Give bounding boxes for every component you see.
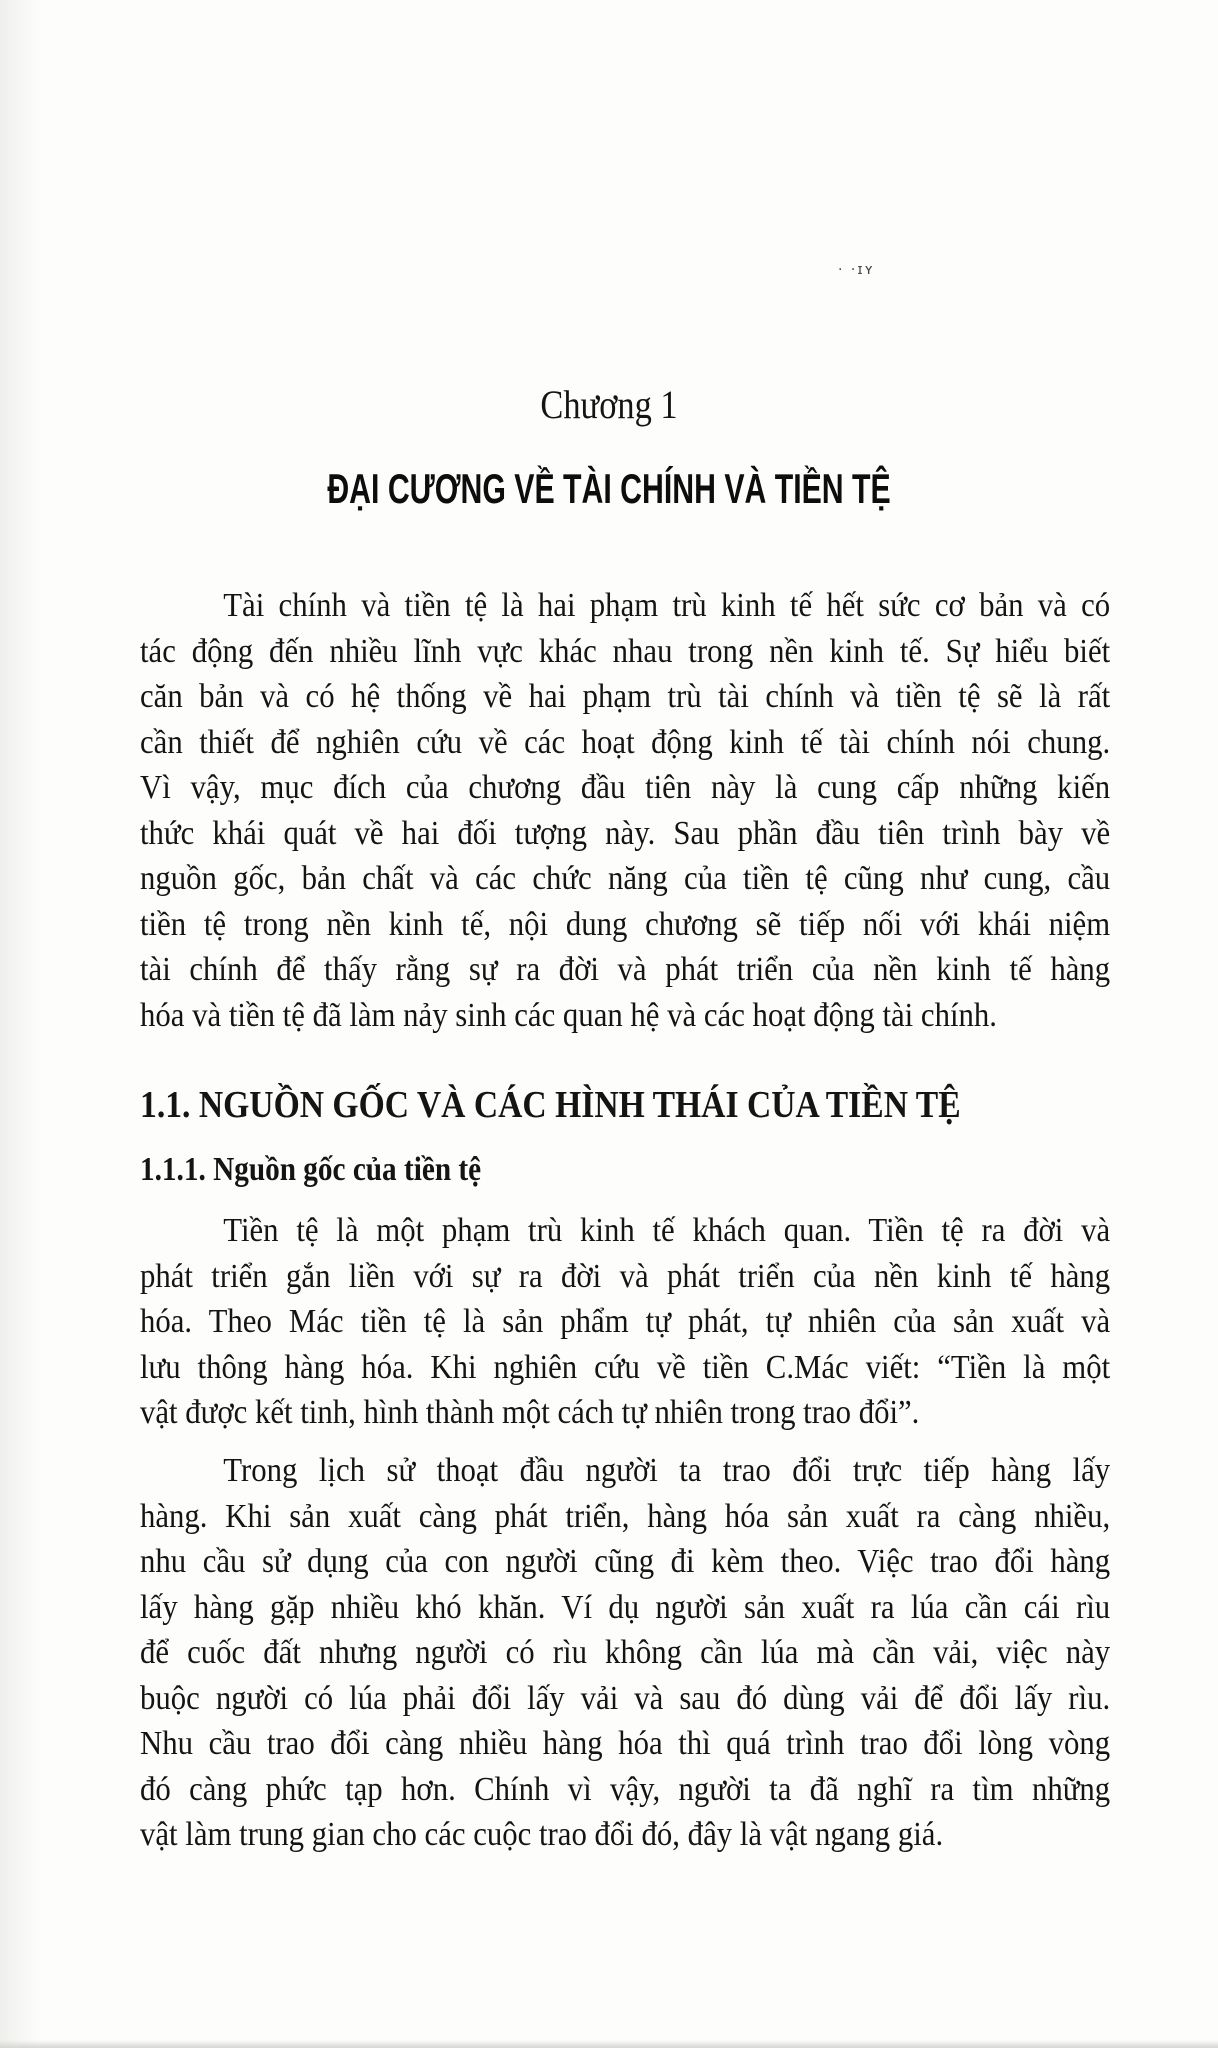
text-line: tác động đến nhiều lĩnh vực khác nhau trong nền kinh tế. Sự hiểu biết — [140, 632, 1111, 670]
text-line: lấy hàng gặp nhiều khó khăn. Ví dụ người sản xuất ra lúa cần cái rìu — [140, 1588, 1111, 1626]
text-line: đó càng phức tạp hơn. Chính vì vậy, người ta đã nghĩ ra tìm những — [140, 1770, 1111, 1808]
page-edge-shadow — [0, 0, 40, 2048]
text-line: cần thiết để nghiên cứu về các hoạt động kinh tế tài chính nói chung. — [140, 723, 1111, 761]
text-line: thức khái quát về hai đối tượng này. Sau phần đầu tiên trình bày về — [140, 814, 1111, 852]
text-line: để cuốc đất nhưng người có rìu không cần lúa mà cần vải, việc này — [140, 1634, 1111, 1671]
chapter-label: Chương 1 — [540, 382, 678, 427]
section-heading: 1.1. NGUỒN GỐC VÀ CÁC HÌNH THÁI CỦA TIỀN TỆ — [140, 1084, 961, 1126]
chapter-title: ĐẠI CƯƠNG VỀ TÀI CHÍNH VÀ TIỀN TỆ — [327, 465, 891, 512]
scan-artifact: · ·ɪʏ — [838, 262, 876, 278]
text-line: Tiền tệ là một phạm trù kinh tế khách quan. Tiền tệ ra đời và — [223, 1212, 1111, 1249]
text-line: nhu cầu sử dụng của con người cũng đi kèm theo. Việc trao đổi hàng — [140, 1543, 1111, 1580]
text-line: phát triển gắn liền với sự ra đời và phát triển của nền kinh tế hàng — [140, 1257, 1111, 1295]
paragraph-origin-of-money — [140, 1208, 1110, 1436]
text-line: buộc người có lúa phải đổi lấy vải và sau đó dùng vải để đổi lấy rìu. — [140, 1679, 1111, 1717]
page-bottom-edge — [0, 2040, 1218, 2048]
text-line: lưu thông hàng hóa. Khi nghiên cứu về tiền C.Mác viết: “Tiền là một — [140, 1348, 1111, 1386]
text-line: Trong lịch sử thoạt đầu người ta trao đổi trực tiếp hàng lấy — [223, 1452, 1111, 1489]
paragraph-barter-history — [140, 1448, 1110, 1858]
intro-paragraph — [140, 583, 1110, 1038]
text-line: nguồn gốc, bản chất và các chức năng của tiền tệ cũng như cung, cầu — [140, 860, 1111, 897]
text-line: Vì vậy, mục đích của chương đầu tiên này là cung cấp những kiến — [140, 769, 1111, 806]
text-line: hàng. Khi sản xuất càng phát triển, hàng hóa sản xuất ra càng nhiều, — [140, 1497, 1111, 1535]
text-line: hóa và tiền tệ đã làm nảy sinh các quan hệ và các hoạt động tài chính. — [140, 996, 997, 1034]
text-line: vật được kết tinh, hình thành một cách tự nhiên trong trao đổi”. — [140, 1394, 920, 1431]
text-line: tài chính để thấy rằng sự ra đời và phát triển của nền kinh tế hàng — [140, 951, 1111, 988]
text-line: tiền tệ trong nền kinh tế, nội dung chương sẽ tiếp nối với khái niệm — [140, 905, 1111, 943]
text-line: Nhu cầu trao đổi càng nhiều hàng hóa thì quá trình trao đổi lòng vòng — [140, 1725, 1111, 1762]
text-line: vật làm trung gian cho các cuộc trao đổi đó, đây là vật ngang giá. — [140, 1816, 944, 1853]
text-line: Tài chính và tiền tệ là hai phạm trù kinh tế hết sức cơ bản và có — [223, 587, 1111, 624]
text-line: hóa. Theo Mác tiền tệ là sản phẩm tự phát, tự nhiên của sản xuất và — [140, 1303, 1111, 1340]
text-line: căn bản và có hệ thống về hai phạm trù tài chính và tiền tệ sẽ là rất — [140, 678, 1111, 715]
subsection-heading: 1.1.1. Nguồn gốc của tiền tệ — [140, 1151, 482, 1188]
